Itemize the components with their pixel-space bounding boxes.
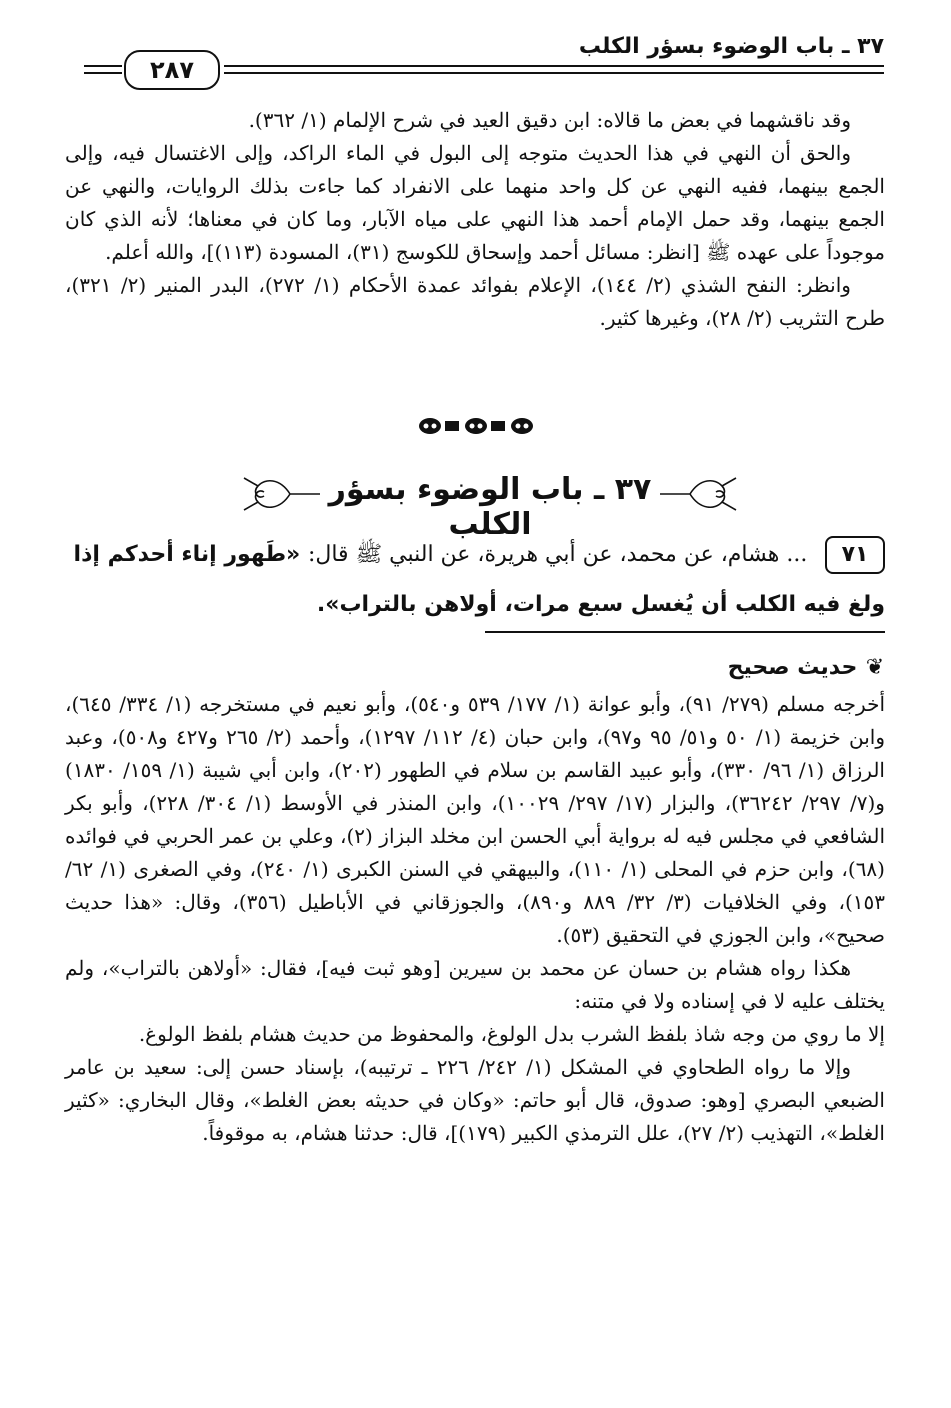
header-rule bbox=[224, 65, 884, 67]
header-rule bbox=[84, 65, 122, 67]
paragraph: والحق أن النهي في هذا الحديث متوجه إلى البول في الماء الراكد، وإلى الاغتسال فيه، وإلى الجمع بينهما، ففيه النهي عن كل واحد منهما على الانفراد كما جاءت بذلك الروايات، والنهي عن الجمع بينهما، وقد حمل الإمام أحمد هذا النهي على مياه الآبار، وما كان في معناها؛ لأنه الذي كان موجوداً على عهده ﷺ [انظر: مسائل أحمد وإسحاق للكوسج (٣١)، المسودة (١١٣)]، والله أعلم. bbox=[65, 141, 885, 264]
takhrij-text bbox=[65, 688, 885, 1150]
chapter-heading bbox=[240, 470, 740, 542]
flourish-left-icon bbox=[240, 474, 320, 514]
running-header bbox=[84, 34, 884, 94]
flourish-right-icon bbox=[660, 474, 740, 514]
leaf-bullet-icon: ❦ bbox=[865, 655, 885, 680]
chapter-title: ٣٧ ـ باب الوضوء بسؤر الكلب bbox=[328, 472, 652, 542]
hadith-number: ٧١ bbox=[825, 536, 885, 574]
paragraph: هكذا رواه هشام بن حسان عن محمد بن سيرين [وهو ثبت فيه]، فقال: «أولاهن بالتراب»، ولم يختلف عليه لا في إسناده ولا في متنه: bbox=[65, 956, 885, 1013]
divider bbox=[485, 631, 885, 633]
hadith-block bbox=[65, 530, 885, 630]
header-rule bbox=[224, 72, 884, 74]
paragraph: وقد ناقشهما في بعض ما قالاه: ابن دقيق العيد في شرح الإلمام (١/ ٣٦٢). bbox=[248, 108, 851, 132]
page-number: ٢٨٧ bbox=[124, 50, 220, 90]
hadith-text: «طَهور إناء أحدكم إذا ولغ فيه الكلب أن يُغسل سبع مرات، أولاهن بالتراب». bbox=[73, 542, 885, 617]
paragraph: أخرجه مسلم (٢٧٩/ ٩١)، وأبو عوانة (١/ ١٧٧/ ٥٣٩ و٥٤٠)، وأبو نعيم في مستخرجه (١/ ٣٣٤/ ٦٤٥)، وابن خزيمة (١/ ٥٠ و٥١/ ٩٥ و٩٧)، وابن حبان (٤/ ١١٢/ ١٢٩٧)، وأحمد (٢/ ٢٦٥ و٤٢٧ و٥٠٨)، وعبد الرزاق (١/ ٩٦/ ٣٣٠)، وأبو عبيد القاسم بن سلام في الطهور (٢٠٢)، وابن أبي شيبة (١/ ١٥٩/ ١٨٣٠) و(٧/ ٢٩٧/ ٣٦٢٤٢)، والبزار (١٧/ ٢٩٧/ ١٠٠٢٩)، وابن المنذر في الأوسط (١/ ٣٠٤/ ٢٢٨)، وأبو بكر الشافعي في مجلس فيه له برواية أبي الحسن ابن مخلد البزاز (٢)، وعلي بن عمر الحربي في فوائده (٦٨)، وابن حزم في المحلى (١/ ١١٠)، والبيهقي في السنن الكبرى (١/ ٢٤٠)، وفي الصغرى (١/ ٦٢/ ١٥٣)، وفي الخلافيات (٣/ ٣٢/ ٨٨٩ و٨٩٠)، والجوزقاني في الأباطيل (٣٥٦)، وقال: «هذا حديث صحيح»، وابن الجوزي في التحقيق (٥٣). bbox=[65, 692, 886, 947]
grade-heading bbox=[728, 655, 885, 680]
paragraph: وإلا ما رواه الطحاوي في المشكل (١/ ٢٤٢/ ٢٢٦ ـ ترتيبه)، بإسناد حسن إلى: سعيد بن عامر الضبعي البصري [وهو: صدوق، قال أبو حاتم: «وكان في حديثه بعض الغلط»، وقال البخاري: «كثير الغلط»، التهذيب (٢/ ٢٧)، علل الترمذي الكبير (١٧٩)]، قال: حدثنا هشام، به موقوفاً. bbox=[65, 1055, 885, 1145]
intro-text bbox=[65, 104, 885, 335]
grade-label: حديث صحيح bbox=[727, 655, 858, 680]
hadith-chain: ... هشام، عن محمد، عن أبي هريرة، عن النبي ﷺ قال: bbox=[307, 542, 808, 567]
paragraph: إلا ما روي من وجه شاذ بلفظ الشرب بدل الولوغ، والمحفوظ من حديث هشام بلفظ الولوغ. bbox=[138, 1022, 885, 1046]
paragraph: وانظر: النفح الشذي (٢/ ١٤٤)، الإعلام بفوائد عمدة الأحكام (١/ ٢٧٢)، البدر المنير (٢/ ٣٢١)، طرح التثريب (٢/ ٢٨)، وغيرها كثير. bbox=[65, 273, 885, 330]
running-header-title: ٣٧ ـ باب الوضوء بسؤر الكلب bbox=[578, 34, 884, 59]
section-ornament-icon bbox=[418, 416, 536, 436]
header-rule bbox=[84, 72, 122, 74]
